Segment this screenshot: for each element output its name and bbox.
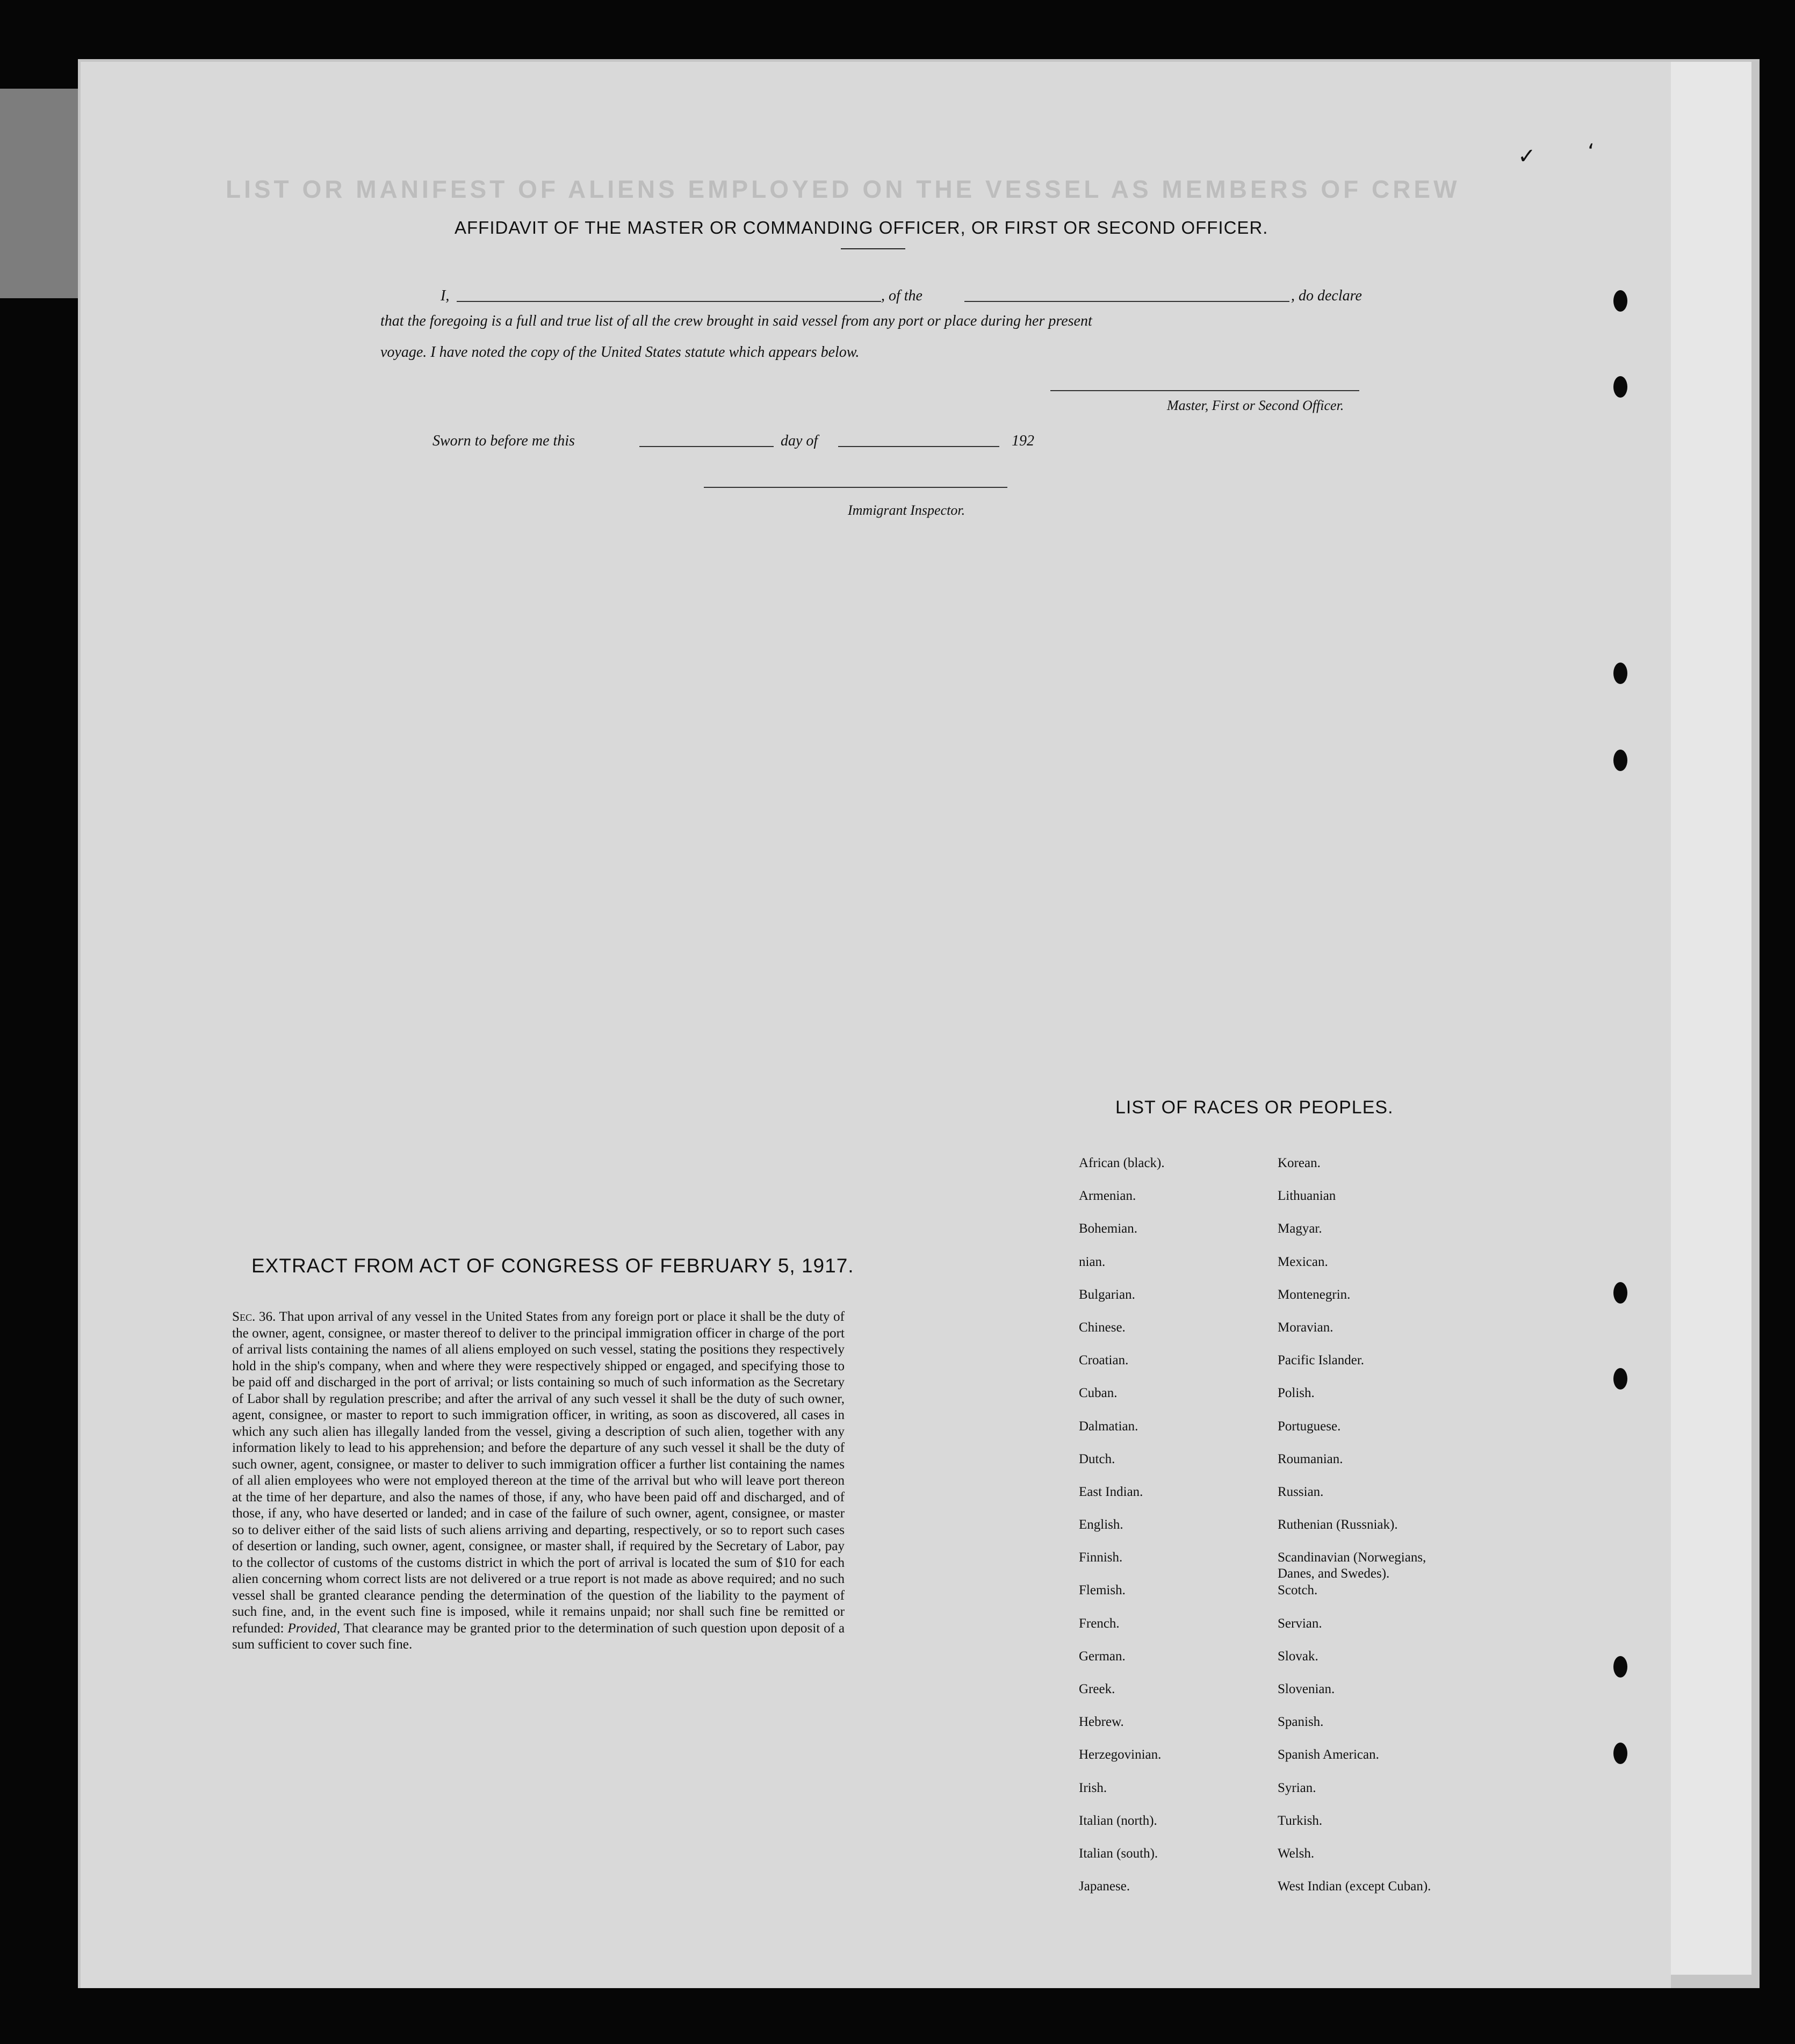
punch-hole xyxy=(1613,750,1627,771)
race-entry: Russian. xyxy=(1278,1484,1324,1499)
punch-hole xyxy=(1613,1282,1627,1304)
race-entry: Pacific Islander. xyxy=(1278,1353,1365,1368)
affidavit-line1-mid: , of the xyxy=(881,287,922,304)
race-entry: Lithuanian xyxy=(1278,1189,1336,1204)
races-column-1 xyxy=(1079,1155,1261,1911)
master-caption: Master, First or Second Officer. xyxy=(1167,398,1344,413)
race-entry: Roumanian. xyxy=(1278,1451,1343,1466)
race-entry: Flemish. xyxy=(1079,1583,1126,1598)
ghost-header: LIST OR MANIFEST OF ALIENS EMPLOYED ON THE VESSEL AS MEMBERS OF CREW xyxy=(226,175,1460,203)
affidavit-title-rule xyxy=(841,248,905,249)
race-entry: Spanish. xyxy=(1278,1715,1324,1730)
punch-hole xyxy=(1613,1743,1627,1764)
race-entry: nian. xyxy=(1079,1254,1106,1269)
race-entry: Chinese. xyxy=(1079,1320,1126,1335)
race-entry: Magyar. xyxy=(1278,1221,1322,1236)
punch-hole xyxy=(1613,290,1627,312)
race-entry: Portuguese. xyxy=(1278,1419,1341,1434)
race-entry: Finnish. xyxy=(1079,1550,1123,1565)
extract-body xyxy=(232,1309,845,1653)
sworn-month-blank[interactable] xyxy=(838,446,999,447)
race-entry: Ruthenian (Russniak). xyxy=(1278,1517,1398,1532)
race-entry: Servian. xyxy=(1278,1616,1322,1631)
section-label: Sec. 36. xyxy=(232,1309,276,1324)
affidavit-line1-start: I, xyxy=(441,287,450,304)
race-entry: Greek. xyxy=(1079,1682,1115,1696)
race-entry: Polish. xyxy=(1278,1386,1315,1401)
race-entry: Scotch. xyxy=(1278,1583,1318,1598)
race-entry: Irish. xyxy=(1079,1780,1107,1795)
affidavit-title: AFFIDAVIT OF THE MASTER OR COMMANDING OFFICER, OR FIRST OR SECOND OFFICER. xyxy=(455,218,1268,237)
race-entry: Bohemian. xyxy=(1079,1221,1138,1236)
race-entry: African (black). xyxy=(1079,1156,1165,1170)
race-entry: Slovenian. xyxy=(1278,1682,1335,1696)
race-entry: Mexican. xyxy=(1278,1254,1328,1269)
pencil-mark-tick: ‘ xyxy=(1588,140,1595,164)
race-entry: Montenegrin. xyxy=(1278,1287,1351,1302)
race-entry: Moravian. xyxy=(1278,1320,1333,1335)
races-title: LIST OF RACES OR PEOPLES. xyxy=(1115,1097,1394,1118)
race-entry: Slovak. xyxy=(1278,1649,1318,1664)
pencil-mark-check: ✓ xyxy=(1518,144,1536,169)
sworn-mid: day of xyxy=(781,433,818,449)
race-entry: Scandinavian (Norwegians, Danes, and Swedes). xyxy=(1278,1550,1426,1581)
race-entry: English. xyxy=(1079,1517,1123,1532)
race-entry: Spanish American. xyxy=(1278,1747,1379,1762)
sworn-day-blank[interactable] xyxy=(639,446,774,447)
race-entry: Dutch. xyxy=(1079,1451,1115,1466)
race-entry: Hebrew. xyxy=(1079,1715,1124,1730)
vessel-name-blank[interactable] xyxy=(964,301,1289,302)
affidavit-line1-end: , do declare xyxy=(1291,287,1362,304)
sworn-year: 192 xyxy=(1012,433,1034,449)
affidavit-line3: voyage. I have noted the copy of the United States statute which appears below. xyxy=(380,344,860,361)
race-entry: West Indian (except Cuban). xyxy=(1278,1879,1431,1894)
race-entry: Armenian. xyxy=(1079,1189,1136,1204)
sworn-start: Sworn to before me this xyxy=(432,433,575,449)
race-entry: Syrian. xyxy=(1278,1780,1316,1795)
punch-hole xyxy=(1613,1656,1627,1678)
extract-text-part2: That clearance may be granted prior to the determination of such question upon deposit of a sum sufficient to cover such fine. xyxy=(232,1621,845,1652)
extract-title: EXTRACT FROM ACT OF CONGRESS OF FEBRUARY 5, 1917. xyxy=(251,1255,854,1277)
punch-hole xyxy=(1613,663,1627,684)
punch-hole xyxy=(1613,376,1627,398)
race-entry: Turkish. xyxy=(1278,1813,1323,1828)
race-entry: Welsh. xyxy=(1278,1846,1315,1861)
punch-hole xyxy=(1613,1368,1627,1390)
race-entry: Herzegovinian. xyxy=(1079,1747,1162,1762)
race-entry: German. xyxy=(1079,1649,1126,1664)
race-entry: Cuban. xyxy=(1079,1386,1118,1401)
master-signature-blank[interactable] xyxy=(1050,390,1359,391)
race-entry: Italian (south). xyxy=(1079,1846,1158,1861)
races-column-2 xyxy=(1278,1155,1482,1911)
race-entry: Korean. xyxy=(1278,1156,1321,1170)
race-entry: French. xyxy=(1079,1616,1120,1631)
provided-word: Provided, xyxy=(287,1621,340,1636)
adjacent-page-edge xyxy=(0,89,78,298)
inspector-caption: Immigrant Inspector. xyxy=(848,502,965,518)
race-entry: Bulgarian. xyxy=(1079,1287,1135,1302)
inspector-signature-blank[interactable] xyxy=(704,487,1007,488)
race-entry: Croatian. xyxy=(1079,1353,1129,1368)
extract-text-part1: That upon arrival of any vessel in the United States from any foreign port or place it shall be the duty of the owner, agent, consignee, or master thereof to deliver to the principal immigration officer in charge of the port of arrival lists containing the names of all aliens employed on such vessel, stating the positions they respectively hold in the ship's company, when and where they were respectively shipped or engaged, and specifying those to be paid off and discharged in the port of arrival; or lists containing so much of such information as the Secretary of Labor shall by regulation prescribe; and after the arrival of any such vessel it shall be the duty of such owner, agent, consignee, or master to report to such immigration officer, in writing, as soon as discovered, all cases in which any such alien has illegally landed from the vessel, giving a description of such alien, together with any information likely to lead to his apprehension; and before the departure of any such vessel it shall be the duty of such owner, agent, consignee, or master to deliver to such immigration officer a further list containing the names of all alien employees who were not employed thereon at the time of the arrival but who will leave port thereon at the time of her departure, and also the names of those, if any, who have been paid off and discharged, and of those, if any, who have deserted or landed; and in case of the failure of such owner, agent, consignee, or master so to deliver either of the said lists of such aliens arriving and departing, respectively, or so to report such cases of desertion or landing, such owner, agent, consignee, or master shall, if required by the Secretary of Labor, pay to the collector of customs of the customs district in which the port of arrival is located the sum of $10 for each alien concerning whom correct lists are not delivered or a true report is not made as above required; and no such vessel shall be granted clearance pending the determination of the question of the liability to the payment of such fine, and, in the event such fine is imposed, while it remains unpaid; nor shall such fine be remitted or refunded: xyxy=(232,1309,845,1636)
page-right-edge xyxy=(1671,62,1751,1975)
race-entry: Italian (north). xyxy=(1079,1813,1157,1828)
affidavit-line2: that the foregoing is a full and true list of all the crew brought in said vessel from any port or place during her present xyxy=(380,313,1092,329)
race-entry: Japanese. xyxy=(1079,1879,1130,1894)
race-entry: East Indian. xyxy=(1079,1484,1143,1499)
race-entry: Dalmatian. xyxy=(1079,1419,1138,1434)
declarant-name-blank[interactable] xyxy=(457,301,881,302)
